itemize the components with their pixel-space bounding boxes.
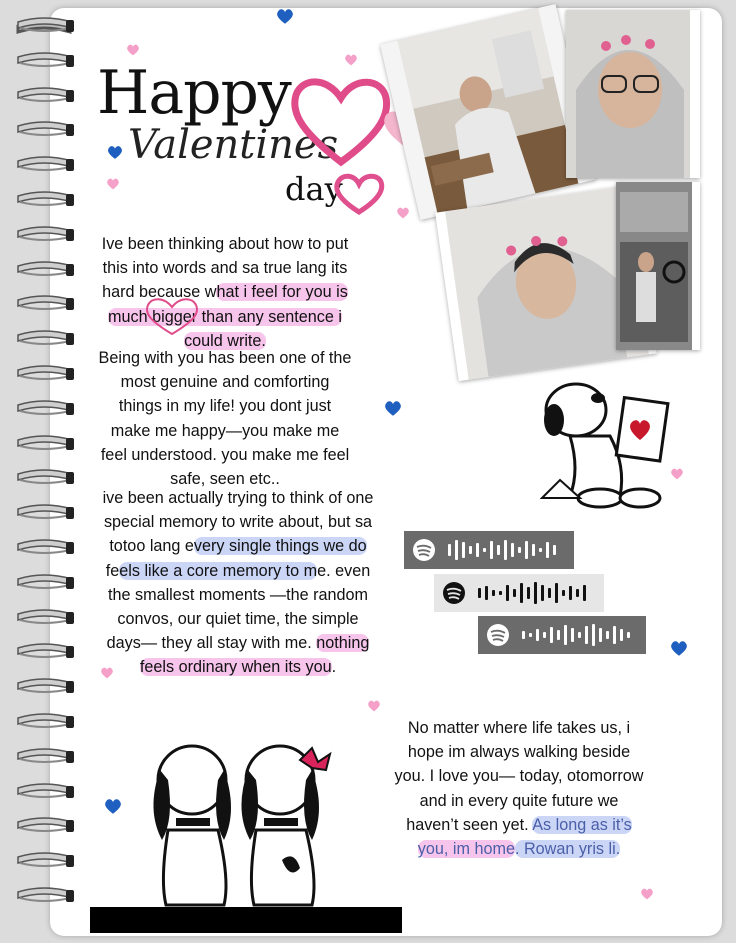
spiral-ring bbox=[14, 258, 76, 280]
pink-heart-small-icon bbox=[126, 44, 140, 56]
text-line: Being with you has been one of the bbox=[98, 349, 352, 367]
highlight-pink: feels ordinary when its you bbox=[139, 658, 332, 677]
spotify-code-1-image bbox=[404, 531, 574, 569]
text-line: make me happy—you make me bbox=[110, 421, 340, 440]
paragraph-4 bbox=[374, 716, 664, 861]
spiral-ring bbox=[14, 292, 76, 314]
black-footer-bar bbox=[90, 907, 402, 933]
text-line: hope im always walking beside bbox=[407, 743, 631, 762]
photo-glasses-image bbox=[566, 10, 700, 178]
text-line bbox=[374, 837, 664, 861]
highlight-pink: nothing bbox=[316, 634, 370, 653]
text-line bbox=[78, 631, 398, 655]
pink-heart-small-icon bbox=[367, 700, 381, 712]
text-span: days— they all stay with me. bbox=[106, 634, 317, 653]
day-heart-icon bbox=[332, 172, 386, 216]
pink-heart-small-icon bbox=[396, 207, 410, 219]
outline-heart-icon bbox=[140, 294, 204, 338]
spiral-ring bbox=[14, 432, 76, 454]
photo-graffiti bbox=[616, 182, 700, 350]
text-span: totoo lang e bbox=[109, 537, 194, 556]
spiral-ring bbox=[14, 466, 76, 488]
highlight-blue: . Rowan yris li. bbox=[514, 840, 621, 859]
text-line bbox=[374, 813, 664, 837]
text-line: safe, seen etc.. bbox=[170, 470, 280, 489]
paragraph-2 bbox=[80, 346, 370, 491]
pink-heart-small-icon bbox=[670, 468, 684, 480]
paragraph-3 bbox=[78, 486, 398, 680]
text-line: this into words and sa true lang its bbox=[102, 259, 348, 278]
text-span: e. even bbox=[317, 561, 371, 580]
spotify-code-2-image bbox=[434, 574, 604, 612]
title-valentines: Valentines bbox=[128, 122, 339, 168]
text-span: fe bbox=[105, 561, 120, 580]
spiral-ring bbox=[14, 84, 76, 106]
text-line: things in my life! you dont just bbox=[118, 397, 332, 416]
highlight-blue: As long as it’s bbox=[532, 815, 632, 834]
spiral-ring bbox=[14, 780, 76, 802]
text-line: special memory to write about, but sa bbox=[103, 513, 373, 532]
photo-glasses bbox=[566, 10, 700, 178]
spiral-ring bbox=[14, 849, 76, 871]
highlight-blue: els like a core memory to m bbox=[119, 561, 318, 580]
spiral-ring bbox=[14, 49, 76, 71]
blue-heart-icon bbox=[276, 8, 294, 25]
pink-heart-small-icon bbox=[106, 178, 120, 190]
spiral-ring bbox=[14, 884, 76, 906]
spiral-ring bbox=[14, 571, 76, 593]
spiral-ring bbox=[14, 710, 76, 732]
big-heart-outline-icon bbox=[286, 70, 396, 170]
spiral-ring bbox=[14, 223, 76, 245]
spiral-ring bbox=[14, 327, 76, 349]
snoopy-couple-illustration bbox=[140, 740, 340, 910]
text-line: the smallest moments —the random bbox=[107, 585, 368, 604]
spotify-code-1[interactable] bbox=[404, 531, 574, 569]
text-line bbox=[80, 305, 370, 329]
text-line: No matter where life takes us, i bbox=[407, 719, 631, 737]
highlight-blue: very single things we do bbox=[193, 537, 367, 556]
spiral-ring bbox=[14, 118, 76, 140]
blue-heart-icon bbox=[670, 640, 688, 657]
photo-graffiti-image bbox=[616, 182, 700, 350]
text-line bbox=[78, 534, 398, 558]
spiral-ring bbox=[14, 814, 76, 836]
snoopy-valentine-illustration bbox=[540, 370, 672, 510]
spotify-code-3-image bbox=[478, 616, 646, 654]
text-line bbox=[78, 559, 398, 583]
text-line: and in every quite future we bbox=[419, 791, 619, 810]
pink-heart-small-icon bbox=[640, 888, 654, 900]
spiral-ring bbox=[14, 745, 76, 767]
title-day: day bbox=[285, 170, 343, 208]
text-line: ive been actually trying to think of one bbox=[102, 489, 374, 507]
highlight-pink: you, im home bbox=[417, 840, 515, 859]
text-line: convos, our quiet time, the simple bbox=[117, 610, 359, 629]
spiral-ring bbox=[14, 188, 76, 210]
spiral-ring bbox=[14, 362, 76, 384]
spiral-ring bbox=[14, 14, 76, 36]
text-span: . bbox=[331, 658, 337, 677]
text-line bbox=[80, 280, 370, 304]
text-span: hard because w bbox=[102, 283, 217, 302]
blue-heart-icon bbox=[384, 400, 402, 417]
spiral-ring bbox=[14, 501, 76, 523]
text-line: feel understood. you make me feel bbox=[100, 445, 350, 464]
spotify-code-2[interactable] bbox=[434, 574, 604, 612]
blue-heart-icon bbox=[107, 145, 123, 160]
paragraph-1 bbox=[80, 232, 370, 353]
pink-heart-small-icon bbox=[344, 54, 358, 66]
spiral-ring bbox=[14, 397, 76, 419]
spiral-ring bbox=[14, 536, 76, 558]
text-line bbox=[78, 655, 398, 679]
spotify-code-3[interactable] bbox=[478, 616, 646, 654]
spiral-ring bbox=[14, 640, 76, 662]
spiral-ring bbox=[14, 675, 76, 697]
text-line: Ive been thinking about how to put bbox=[101, 235, 349, 253]
highlight-pink: could write. bbox=[184, 331, 266, 350]
spiral-ring bbox=[14, 153, 76, 175]
spiral-ring bbox=[14, 606, 76, 628]
text-line: you. I love you— today, otomorrow bbox=[394, 767, 644, 786]
highlight-pink: hat i feel for you is bbox=[216, 283, 348, 302]
highlight-pink: much bigger than any sentence i bbox=[108, 307, 342, 326]
text-span: haven’t seen yet. bbox=[406, 815, 533, 834]
blue-heart-icon bbox=[104, 798, 122, 815]
text-line: most genuine and comforting bbox=[120, 373, 330, 392]
title-happy: Happy bbox=[97, 58, 291, 128]
